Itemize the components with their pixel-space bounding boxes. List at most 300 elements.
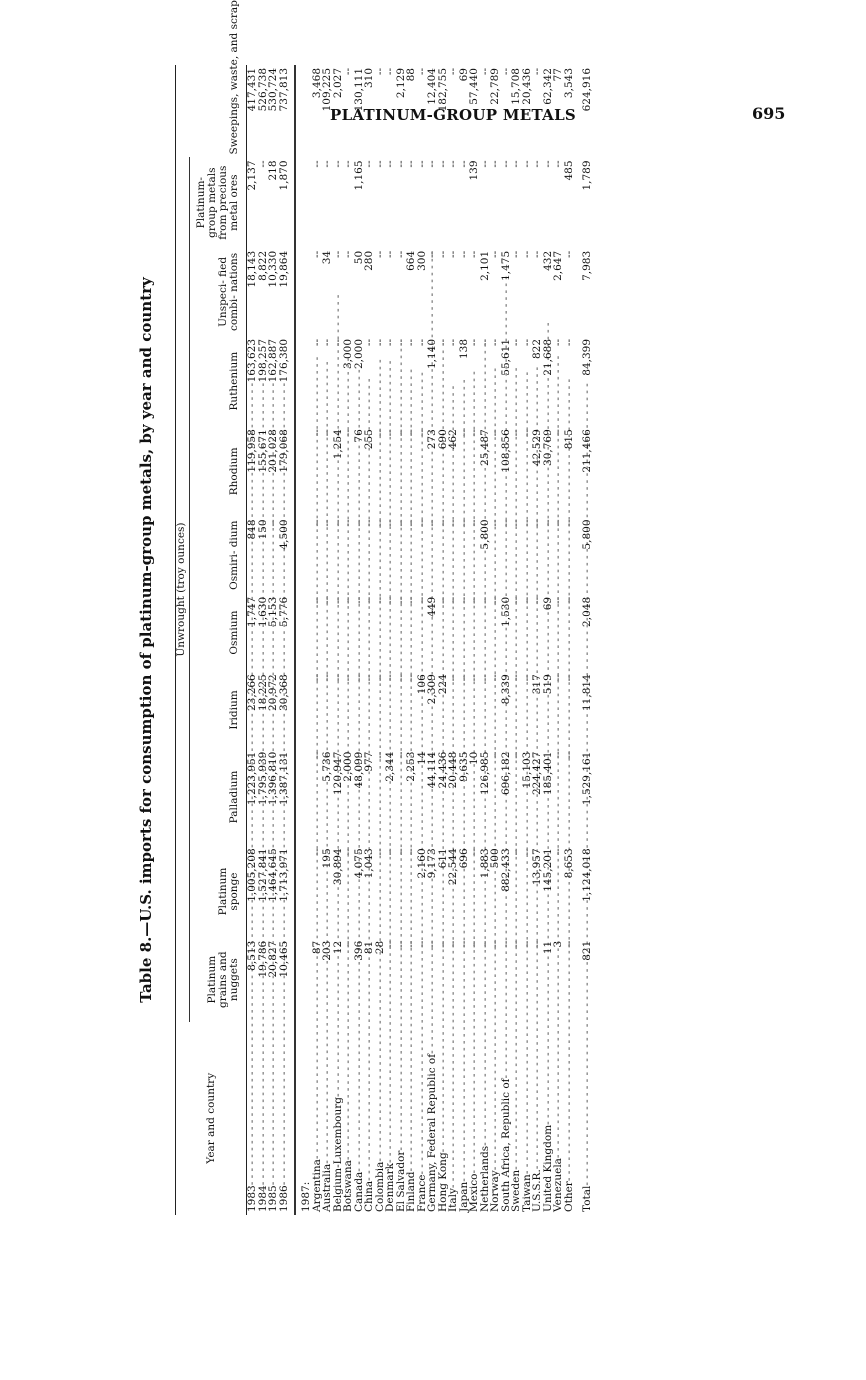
table-cell: 396: [352, 940, 365, 961]
table-cell: --: [478, 940, 491, 948]
table-cell: 737,813: [279, 65, 296, 157]
table-cell: --: [405, 848, 418, 856]
table-cell: --: [510, 848, 523, 856]
table-cell: --: [267, 519, 280, 527]
dot-leader: [564, 1051, 575, 1181]
dot-leader: [511, 1040, 522, 1170]
table-cell: --: [457, 519, 470, 527]
table-cell: 280: [363, 250, 376, 271]
table-cell: --: [373, 429, 386, 437]
table-cell: --: [405, 338, 418, 347]
table-cell: 462: [447, 429, 460, 450]
row-label-text: Japan: [457, 1181, 470, 1212]
table-cell: 81: [363, 940, 376, 955]
table-cell: --: [310, 160, 323, 168]
table-cell: 84,399: [581, 338, 594, 376]
table-cell: --: [510, 596, 523, 604]
row-label-text: El Salvador: [394, 1150, 407, 1212]
table-cell: 109,225: [321, 68, 334, 112]
table-cell: --: [478, 596, 491, 604]
table-cell: 10: [468, 751, 481, 765]
table-cell: --: [426, 250, 439, 258]
table-cell: --: [478, 68, 491, 76]
table-cell: --: [352, 519, 365, 527]
table-cell: --: [520, 160, 533, 168]
table-cell: --: [321, 674, 334, 682]
table-cell: 8,822: [256, 250, 269, 281]
table-cell: --: [394, 338, 407, 347]
row-label-text: Other: [562, 1181, 575, 1212]
table-cell: --: [447, 519, 460, 527]
group-header-unwrought: Unwrought (troy ounces): [176, 157, 190, 1021]
row-label-text: Sweden: [510, 1169, 523, 1212]
table-cell: 1,396,810: [267, 751, 280, 806]
table-cell: --: [342, 848, 355, 856]
table-cell: --: [363, 338, 376, 347]
table-cell: --: [520, 940, 533, 948]
table-cell: --: [552, 751, 565, 759]
group-header-row: [176, 65, 190, 1215]
table-cell: --: [468, 519, 481, 527]
row-label-text: Germany, Federal Republic of: [426, 1053, 439, 1212]
table-cell: 88: [405, 68, 418, 82]
table-cell: --: [468, 596, 481, 604]
table-cell: --: [447, 596, 460, 604]
table-cell: --: [489, 160, 502, 168]
table-cell: --: [384, 940, 397, 948]
table-cell: --: [373, 250, 386, 258]
table-cell: --: [499, 519, 512, 527]
table-cell: --: [562, 250, 575, 258]
column-header: Unspeci- fied combi- nations: [190, 248, 247, 336]
table-cell: 30,769: [541, 429, 554, 466]
table-cell: 195: [321, 848, 334, 869]
row-label-text: 1985: [267, 1185, 280, 1212]
table-cell: 1,747: [246, 596, 259, 627]
table-cell: 50: [352, 250, 365, 265]
table-cell: 519: [541, 674, 554, 695]
column-header: Osmiri- dium: [190, 517, 247, 594]
table-cell: --: [531, 940, 544, 948]
table-cell: --: [394, 160, 407, 168]
table-cell: 108,856: [499, 429, 512, 473]
row-label-text: Finland: [405, 1171, 418, 1212]
table-cell: --: [552, 848, 565, 856]
row-label-text: Hong Kong: [436, 1152, 449, 1212]
table-cell: 1,713,971: [279, 845, 296, 937]
dot-leader: [268, 1055, 279, 1185]
table-cell: 55,611: [499, 338, 512, 376]
table-cell: 273: [426, 429, 439, 450]
table-cell: 3: [552, 940, 565, 948]
table-cell: --: [489, 674, 502, 682]
table-cell: --: [531, 160, 544, 168]
table-cell: 8,339: [499, 674, 512, 705]
table-cell: --: [562, 751, 575, 759]
table-cell: --: [394, 940, 407, 948]
column-header: Platinum grains and nuggets: [190, 938, 247, 1022]
row-label-text: Canada: [352, 1171, 365, 1212]
table-cell: --: [457, 940, 470, 948]
row-label-text: Venezuela: [552, 1158, 565, 1212]
table-cell: 201,028: [267, 429, 280, 473]
row-label-text: China: [363, 1180, 376, 1212]
table-cell: --: [468, 848, 481, 856]
table-cell: --: [457, 160, 470, 168]
table-cell: 815: [562, 429, 575, 450]
table-cell: --: [352, 674, 365, 682]
table-cell: --: [394, 596, 407, 604]
table-cell: --: [415, 338, 428, 347]
table-cell: --: [310, 751, 323, 759]
table-cell: --: [415, 429, 428, 437]
table-cell: --: [520, 519, 533, 527]
table-cell: 30,894: [331, 848, 344, 886]
dot-leader: [448, 1058, 459, 1188]
table-cell: 4,500: [279, 517, 296, 594]
table-cell: 22,544: [447, 848, 460, 886]
country-row: [364, 65, 375, 1215]
dot-leader: [279, 1055, 290, 1185]
table-cell: --: [415, 68, 428, 76]
table-cell: --: [436, 940, 449, 948]
table-cell: --: [373, 519, 386, 527]
section-label: 1987:: [300, 1181, 313, 1212]
table-cell: --: [342, 68, 355, 76]
table-cell: 1,464,645: [267, 848, 280, 902]
table-cell: --: [562, 940, 575, 948]
table-cell: 14: [415, 751, 428, 765]
table-cell: --: [510, 519, 523, 527]
table-cell: --: [447, 68, 460, 76]
table-cell: 12,404: [426, 68, 439, 105]
table-cell: 2,129: [394, 68, 407, 99]
table-cell: 822: [531, 338, 544, 360]
table-cell: 2,160: [415, 848, 428, 879]
table-cell: 611: [436, 848, 449, 869]
table-cell: 145,201: [541, 848, 554, 892]
table-cell: --: [384, 338, 397, 347]
table-cell: 664: [405, 250, 418, 271]
column-header: Year and country: [176, 1022, 247, 1215]
table-cell: --: [394, 519, 407, 527]
dot-leader: [247, 1055, 258, 1185]
table-cell: 12: [331, 940, 344, 955]
table-cell: --: [531, 250, 544, 258]
table-cell: 300: [415, 250, 428, 271]
table-cell: 130,111: [352, 68, 365, 112]
table-cell: --: [342, 596, 355, 604]
row-label-text: 1983: [246, 1185, 259, 1212]
table-cell: --: [562, 338, 575, 347]
table-cell: --: [331, 674, 344, 682]
table-cell: 1,630: [256, 596, 269, 627]
table-cell: 34: [321, 250, 334, 265]
year-row: [247, 65, 258, 1215]
country-row: [406, 65, 417, 1215]
table-cell: 25,487: [478, 429, 491, 466]
table-cell: --: [531, 596, 544, 604]
table-cell: --: [331, 596, 344, 604]
table-cell: --: [552, 338, 565, 347]
table-cell: --: [447, 674, 460, 682]
total-row: [574, 65, 593, 1215]
table-cell: 9,635: [457, 751, 470, 782]
table-cell: --: [331, 250, 344, 258]
row-label-text: Total: [581, 1185, 594, 1212]
table-cell: 9,173: [426, 848, 439, 879]
table-cell: --: [331, 338, 344, 347]
table-cell: 185,401: [541, 751, 554, 796]
table-cell: 1,124,018: [581, 848, 594, 902]
table-cell: --: [436, 519, 449, 527]
table-cell: --: [447, 338, 460, 347]
table-cell: 530,724: [267, 68, 280, 112]
table-cell: --: [457, 596, 470, 604]
table-cell: 4,075: [352, 848, 365, 879]
table-cell: --: [256, 160, 269, 168]
row-label-text: Taiwan: [520, 1174, 533, 1212]
table-cell: --: [363, 674, 376, 682]
table-cell: 2,000: [352, 338, 365, 370]
table-cell: --: [394, 674, 407, 682]
table-cell: 417,431: [246, 68, 259, 112]
table-cell: --: [541, 519, 554, 527]
table-cell: 2,048: [581, 596, 594, 627]
table-cell: --: [310, 519, 323, 527]
country-row: [532, 65, 543, 1215]
table-cell: --: [363, 596, 376, 604]
table-cell: 1,789: [581, 160, 594, 191]
table-cell: 203: [321, 940, 334, 961]
table-cell: 11: [541, 940, 554, 955]
table-cell: 77: [552, 68, 565, 82]
table-cell: 1,165: [352, 160, 365, 191]
table-cell: 3,468: [310, 68, 323, 99]
row-label-text: Norway: [489, 1170, 502, 1212]
rotated-table-block: [137, 0, 699, 1215]
table-cell: --: [468, 250, 481, 258]
table-cell: --: [489, 519, 502, 527]
table-cell: --: [531, 68, 544, 76]
table-cell: 218: [267, 160, 280, 181]
table-cell: --: [531, 519, 544, 527]
country-row: [343, 65, 354, 1215]
table-cell: --: [310, 674, 323, 682]
table-cell: 198,257: [256, 338, 269, 383]
table-cell: --: [405, 160, 418, 168]
table-cell: --: [384, 160, 397, 168]
table-cell: 15,708: [510, 68, 523, 105]
table-cell: --: [321, 429, 334, 437]
table-cell: 3,000: [342, 338, 355, 370]
table-cell: --: [436, 250, 449, 258]
year-row: [268, 65, 279, 1215]
table-cell: --: [520, 338, 533, 347]
table-cell: --: [489, 338, 502, 347]
table-cell: 20,972: [267, 674, 280, 711]
table-cell: --: [352, 596, 365, 604]
table-cell: 500: [489, 848, 502, 869]
table-cell: --: [447, 940, 460, 948]
table-cell: --: [552, 596, 565, 604]
row-label: [574, 1022, 593, 1215]
table-cell: 139: [468, 160, 481, 181]
table-cell: --: [394, 848, 407, 856]
country-row: [322, 65, 333, 1215]
column-header: Platinum- group metals from precious metal ores: [190, 157, 247, 247]
table-cell: --: [405, 940, 418, 948]
column-header: Iridium: [190, 671, 247, 748]
table-cell: --: [342, 940, 355, 948]
table-cell: --: [552, 429, 565, 437]
table-cell: --: [415, 519, 428, 527]
column-header: Palladium: [190, 749, 247, 846]
table-cell: --: [562, 596, 575, 604]
table-cell: --: [510, 674, 523, 682]
table-cell: 7,983: [581, 250, 594, 281]
table-cell: 69: [541, 596, 554, 611]
table-cell: --: [310, 848, 323, 856]
table-cell: 42,529: [531, 429, 544, 466]
row-label-text: Denmark: [384, 1163, 397, 1212]
table-cell: 10,465: [279, 938, 296, 1022]
table-cell: 224: [436, 674, 449, 695]
row-label-text: 1984: [256, 1185, 269, 1212]
table-cell: 5,800: [581, 519, 594, 550]
table-cell: 23,266: [246, 674, 259, 711]
table-cell: --: [405, 519, 418, 527]
table-cell: --: [489, 751, 502, 759]
row-label-text: Netherlands: [478, 1145, 491, 1212]
table-cell: --: [426, 160, 439, 168]
table-cell: 87: [310, 940, 323, 955]
table-cell: 24,436: [436, 751, 449, 789]
table-body: [247, 65, 593, 1215]
table-cell: --: [552, 160, 565, 168]
table-cell: --: [342, 519, 355, 527]
table-cell: --: [310, 250, 323, 258]
table-cell: --: [415, 160, 428, 168]
row-label-text: Australia: [321, 1163, 334, 1212]
row-label-text: South Africa, Republic of: [499, 1078, 512, 1212]
table-cell: --: [552, 674, 565, 682]
table-cell: 317: [531, 674, 544, 695]
table-cell: 1,254: [331, 429, 344, 460]
table-cell: 2,101: [478, 250, 491, 281]
table-cell: --: [363, 519, 376, 527]
table-cell: 8,653: [562, 848, 575, 879]
country-row: [448, 65, 459, 1215]
row-label: [279, 1022, 296, 1215]
table-cell: 20,436: [520, 68, 533, 105]
table-cell: --: [447, 250, 460, 258]
country-row: [490, 65, 501, 1215]
row-label-text: Mexico: [468, 1173, 481, 1212]
table-cell: --: [426, 519, 439, 527]
country-row: [553, 65, 564, 1215]
table-cell: --: [468, 429, 481, 437]
table-cell: --: [394, 250, 407, 258]
table-cell: --: [384, 596, 397, 604]
table-cell: 690: [436, 429, 449, 450]
table-cell: 977: [363, 751, 376, 772]
table-cell: 1,140: [426, 338, 439, 370]
table-cell: --: [457, 674, 470, 682]
table-cell: --: [552, 519, 565, 527]
row-label-text: 1986: [277, 1185, 290, 1212]
table-cell: --: [373, 596, 386, 604]
table-cell: --: [384, 250, 397, 258]
table-cell: --: [394, 429, 407, 437]
table-cell: 1,043: [363, 848, 376, 879]
table-cell: 2,027: [331, 68, 344, 99]
running-head: PLATINUM-GROUP METALS: [330, 106, 577, 124]
table-title: Table 8.—U.S. imports for consumption of platinum-group metals, by year and country: [137, 277, 155, 1003]
table-cell: 62,342: [541, 68, 554, 105]
table-cell: 882,433: [499, 848, 512, 892]
row-label-text: Italy: [447, 1188, 460, 1212]
dot-leader: [343, 1030, 354, 1160]
table-cell: --: [373, 848, 386, 856]
table-cell: --: [457, 429, 470, 437]
table-cell: --: [426, 940, 439, 948]
table-cell: --: [310, 338, 323, 347]
table-cell: 5,736: [321, 751, 334, 782]
table-cell: --: [310, 429, 323, 437]
table-cell: --: [562, 674, 575, 682]
table-cell: 18,225: [256, 674, 269, 711]
page-number: 695: [752, 104, 786, 123]
table-cell: --: [520, 848, 533, 856]
table-cell: 696,182: [499, 751, 512, 796]
table-cell: 449: [426, 596, 439, 617]
row-label-text: Botswana: [342, 1160, 355, 1212]
table-cell: --: [310, 596, 323, 604]
table-cell: --: [373, 160, 386, 168]
table-cell: --: [384, 674, 397, 682]
table-cell: --: [510, 338, 523, 347]
table-cell: --: [415, 940, 428, 948]
section-label-row: [295, 65, 312, 1215]
table-cell: 120,947: [331, 751, 344, 796]
table-cell: --: [520, 429, 533, 437]
table-cell: 106: [415, 674, 428, 695]
table-cell: 30,368: [279, 671, 296, 748]
table-cell: 696: [457, 848, 470, 869]
table-cell: 10,330: [267, 250, 280, 288]
table-cell: --: [489, 429, 502, 437]
table-cell: 211,466: [581, 429, 594, 473]
table-cell: --: [510, 940, 523, 948]
table-cell: 20,448: [447, 751, 460, 789]
dot-leader: [406, 1041, 417, 1171]
dot-leader: [553, 1028, 564, 1158]
table-cell: --: [436, 160, 449, 168]
table-cell: --: [331, 519, 344, 527]
table-cell: --: [468, 674, 481, 682]
table-cell: 44,114: [426, 751, 439, 789]
table-cell: 69: [457, 68, 470, 82]
table-cell: --: [373, 674, 386, 682]
table-cell: 526,738: [256, 68, 269, 112]
table-cell: --: [342, 674, 355, 682]
table-cell: --: [342, 429, 355, 437]
table-cell: 18,143: [246, 250, 259, 288]
country-row: [427, 65, 438, 1215]
table-cell: 1,475: [499, 250, 512, 281]
table-cell: --: [520, 250, 533, 258]
